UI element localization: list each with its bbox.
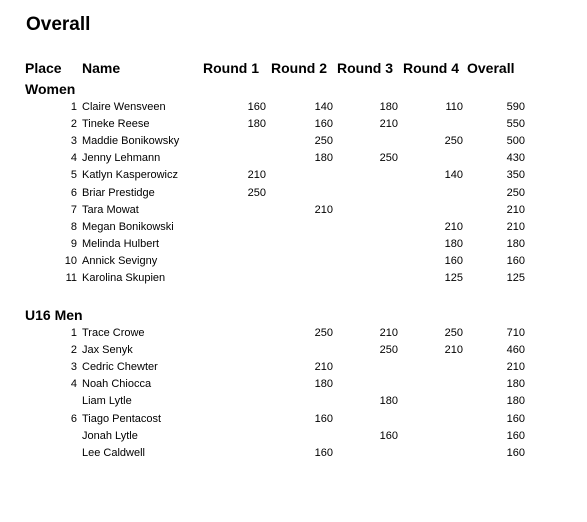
round-2-cell: 180 (314, 378, 333, 391)
name-cell: Jonah Lytle (82, 429, 138, 442)
overall-cell: 210 (506, 361, 525, 374)
header-overall: Overall (467, 60, 515, 76)
overall-cell: 180 (506, 378, 525, 391)
round-1-cell: 160 (247, 101, 266, 113)
round-3-cell: 250 (379, 152, 398, 165)
round-3-cell: 180 (379, 395, 398, 408)
round-3-cell: 160 (379, 429, 398, 442)
place-cell: 2 (70, 344, 77, 357)
overall-cell: 460 (506, 344, 525, 357)
round-2-cell: 160 (314, 118, 333, 131)
name-cell: Annick Sevigny (82, 254, 158, 267)
place-cell: 8 (70, 220, 77, 233)
table-row (0, 101, 587, 118)
place-cell: 9 (70, 237, 77, 250)
table-row (0, 169, 587, 186)
overall-cell: 160 (506, 446, 525, 459)
place-cell: 4 (70, 378, 77, 391)
overall-cell: 430 (506, 152, 525, 165)
header-place: Place (25, 60, 62, 76)
name-cell: Maddie Bonikowsky (82, 135, 180, 148)
overall-cell: 210 (506, 220, 525, 233)
round-4-cell: 180 (444, 237, 463, 250)
name-cell: Tineke Reese (82, 118, 150, 131)
header-round-2: Round 2 (271, 60, 327, 76)
round-4-cell: 250 (444, 327, 463, 339)
name-cell: Tiago Pentacost (82, 412, 162, 425)
table-row (0, 238, 587, 255)
name-cell: Tara Mowat (82, 203, 139, 216)
table-row (0, 344, 587, 361)
table-row (0, 255, 587, 272)
overall-cell: 250 (506, 186, 525, 199)
round-2-cell: 210 (314, 203, 333, 216)
table-row (0, 413, 587, 430)
round-2-cell: 250 (314, 327, 333, 339)
round-4-cell: 210 (444, 344, 463, 357)
overall-cell: 550 (506, 118, 525, 131)
overall-cell: 590 (506, 101, 525, 113)
round-3-cell: 180 (379, 101, 398, 113)
round-4-cell: 250 (444, 135, 463, 148)
place-cell: 5 (70, 169, 77, 182)
round-3-cell: 210 (379, 118, 398, 131)
place-cell: 6 (70, 412, 77, 425)
page-title: Overall (26, 14, 91, 35)
name-cell: Noah Chiocca (82, 378, 152, 391)
name-cell: Jax Senyk (82, 344, 133, 357)
table-row (0, 378, 587, 395)
table-row (0, 187, 587, 204)
name-cell: Liam Lytle (82, 395, 132, 408)
place-cell: 11 (65, 272, 77, 284)
round-3-cell: 210 (379, 327, 398, 339)
table-row (0, 118, 587, 135)
place-cell: 10 (64, 254, 77, 267)
round-4-cell: 210 (444, 220, 463, 233)
section-label-women: Women (25, 81, 76, 97)
table-row (0, 135, 587, 152)
round-2-cell: 180 (314, 152, 333, 165)
overall-cell: 180 (506, 395, 525, 408)
name-cell: Jenny Lehmann (82, 152, 161, 165)
overall-cell: 500 (506, 135, 525, 148)
header-round-4: Round 4 (403, 60, 459, 76)
header-round-1: Round 1 (203, 60, 259, 76)
name-cell: Megan Bonikowski (82, 220, 174, 233)
table-row (0, 447, 587, 464)
place-cell: 1 (70, 101, 77, 113)
name-cell: Melinda Hulbert (82, 237, 160, 250)
overall-cell: 180 (506, 237, 525, 250)
overall-cell: 710 (506, 327, 525, 339)
round-4-cell: 110 (445, 101, 463, 113)
name-cell: Lee Caldwell (82, 446, 145, 459)
overall-cell: 160 (506, 429, 525, 442)
table-row (0, 221, 587, 238)
round-1-cell: 210 (247, 169, 266, 182)
round-2-cell: 160 (314, 412, 333, 425)
header-round-3: Round 3 (337, 60, 393, 76)
table-row (0, 152, 587, 169)
round-4-cell: 140 (444, 169, 463, 182)
name-cell: Katlyn Kasperowicz (82, 169, 178, 182)
table-row (0, 361, 587, 378)
round-3-cell: 250 (379, 344, 398, 357)
table-row (0, 327, 587, 344)
table-row (0, 272, 587, 289)
table-row (0, 395, 587, 412)
table-row (0, 204, 587, 221)
overall-cell: 350 (506, 169, 525, 182)
place-cell: 3 (70, 361, 77, 374)
overall-cell: 160 (506, 412, 525, 425)
round-1-cell: 250 (247, 186, 266, 199)
table-row (0, 430, 587, 447)
round-1-cell: 180 (247, 118, 266, 131)
name-cell: Briar Prestidge (82, 186, 155, 199)
place-cell: 6 (70, 186, 77, 199)
section-label-u16-men: U16 Men (25, 307, 83, 323)
place-cell: 3 (70, 135, 77, 148)
round-2-cell: 210 (314, 361, 333, 374)
round-2-cell: 250 (314, 135, 333, 148)
round-2-cell: 140 (314, 101, 333, 113)
round-2-cell: 160 (314, 446, 333, 459)
place-cell: 2 (70, 118, 77, 131)
overall-cell: 160 (506, 254, 525, 267)
name-cell: Cedric Chewter (82, 361, 158, 374)
overall-cell: 210 (506, 203, 525, 216)
round-4-cell: 160 (444, 254, 463, 267)
place-cell: 1 (70, 327, 77, 339)
name-cell: Karolina Skupien (82, 272, 166, 284)
header-name: Name (82, 60, 121, 76)
name-cell: Claire Wensveen (82, 101, 166, 113)
overall-cell: 125 (506, 272, 525, 284)
place-cell: 4 (70, 152, 77, 165)
round-4-cell: 125 (444, 272, 463, 284)
name-cell: Trace Crowe (82, 327, 145, 339)
place-cell: 7 (70, 203, 77, 216)
